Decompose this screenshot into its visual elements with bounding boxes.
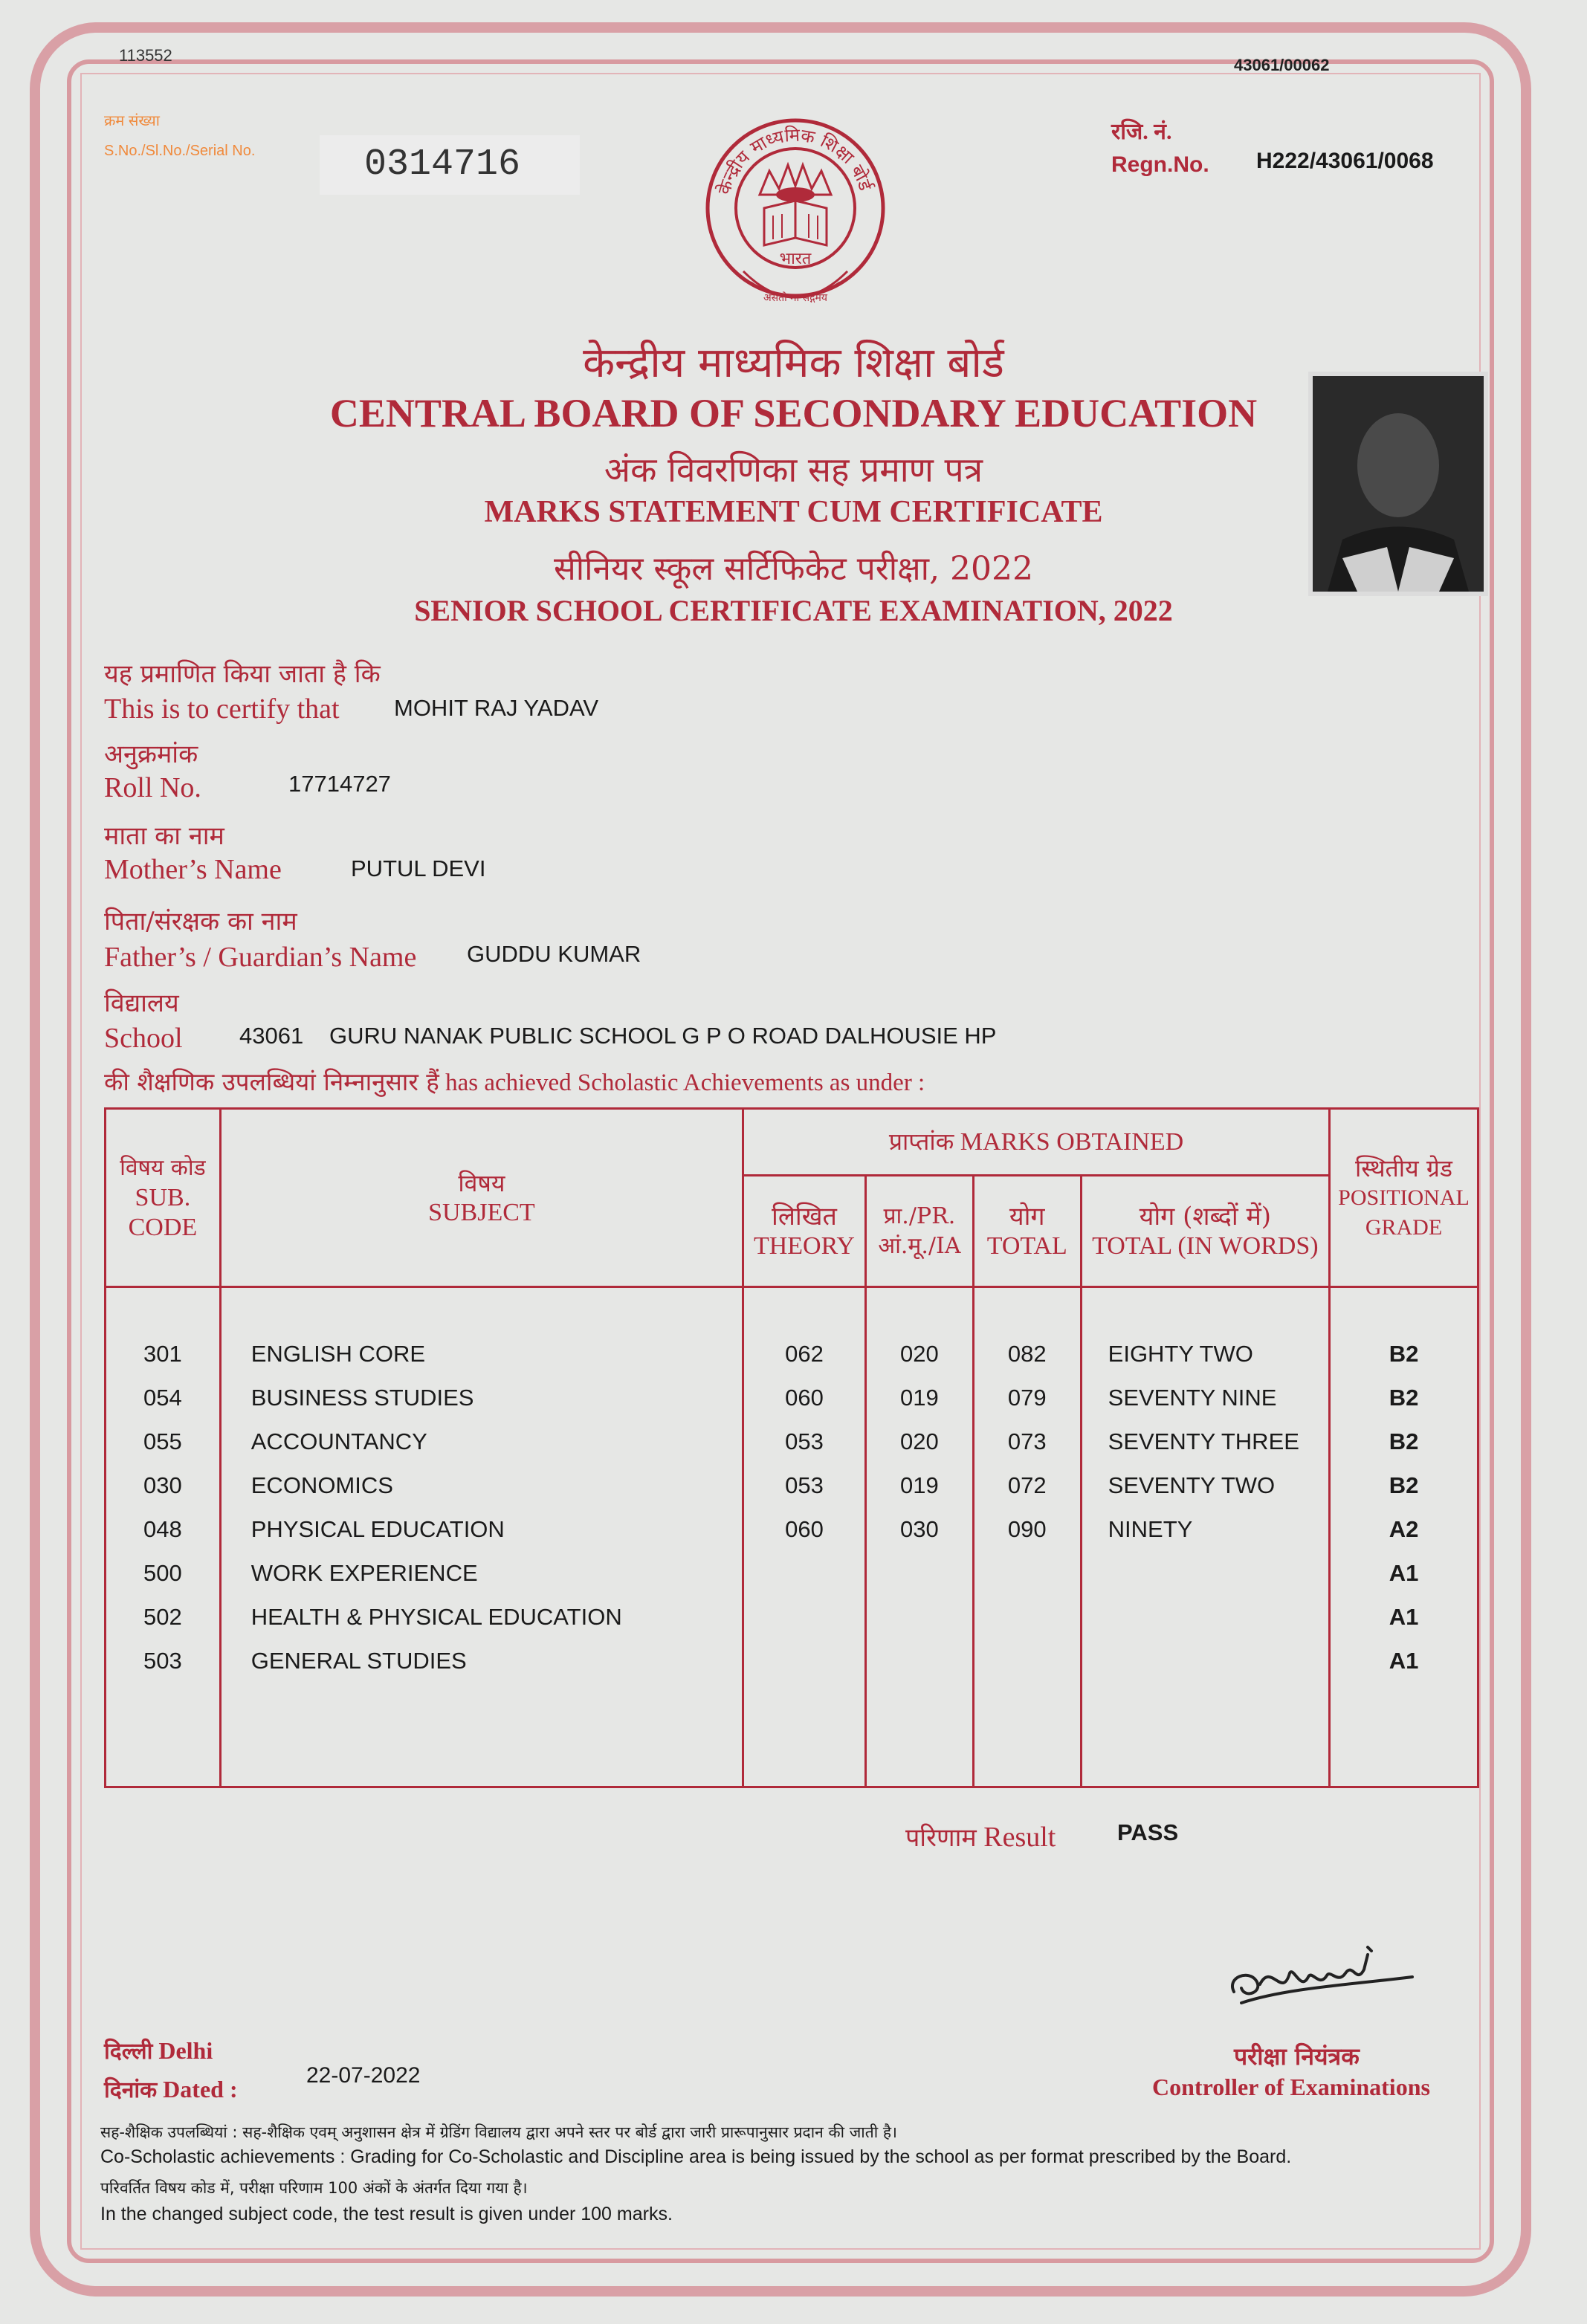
table-row [106, 1376, 1478, 1420]
cell-subject: BUSINESS STUDIES [220, 1376, 743, 1420]
achieved-hindi: की शैक्षणिक उपलब्धियां निम्नानुसार हैं [104, 1067, 439, 1096]
header-code: विषय कोड SUB. CODE [106, 1109, 221, 1287]
achieved-english: has achieved Scholastic Achievements as under : [445, 1069, 925, 1096]
header-subject: विषय SUBJECT [220, 1109, 743, 1287]
cell-words [1081, 1551, 1329, 1595]
mother-name: PUTUL DEVI [351, 855, 486, 881]
certificate-number: 0314716 [320, 135, 580, 195]
cell-total [973, 1639, 1081, 1683]
place-line: दिल्ली Delhi [104, 2037, 213, 2065]
cell-code: 048 [106, 1507, 221, 1551]
cell-total: 072 [973, 1463, 1081, 1507]
table-row [106, 1420, 1478, 1463]
school-label-hindi: विद्यालय [104, 988, 179, 1018]
cell-pr: 020 [865, 1332, 973, 1376]
cell-code: 301 [106, 1332, 221, 1376]
cell-theory [743, 1551, 866, 1595]
cell-theory: 060 [743, 1376, 866, 1420]
serial-top-left: 113552 [119, 46, 172, 65]
cell-code: 500 [106, 1551, 221, 1595]
title-hindi: केन्द्रीय माध्यमिक शिक्षा बोर्ड [583, 339, 1004, 387]
father-label-english: Father’s / Guardian’s Name [104, 942, 417, 973]
emblem-ring-text: केन्द्रीय माध्यमिक शिक्षा बोर्ड [714, 124, 876, 197]
table-row [106, 1463, 1478, 1507]
school-label-english: School [104, 1023, 183, 1054]
cell-theory: 062 [743, 1332, 866, 1376]
cell-code: 054 [106, 1376, 221, 1420]
student-photo [1308, 372, 1488, 596]
cell-words: NINETY [1081, 1507, 1329, 1551]
note-subject-code-english: In the changed subject code, the test result is given under 100 marks. [100, 2204, 673, 2224]
subtitle-english: MARKS STATEMENT CUM CERTIFICATE [484, 495, 1103, 529]
cell-grade: B2 [1330, 1376, 1478, 1420]
note-cosholastic-hindi: सह-शैक्षिक उपलब्धियां : सह-शैक्षिक एवम् अनुशासन क्षेत्र में ग्रेडिंग विद्यालय द्वारा अपने स्तर पर बोर्ड द्वारा जारी प्रारूपानुसार प्रदान की जाती है। [100, 2123, 897, 2141]
cell-code: 502 [106, 1595, 221, 1639]
header-practical: प्रा./PR. आं.मू./IA [865, 1176, 973, 1287]
table-row [106, 1551, 1478, 1595]
student-name: MOHIT RAJ YADAV [394, 695, 599, 721]
cell-words [1081, 1639, 1329, 1683]
cell-code: 055 [106, 1420, 221, 1463]
achieved-line [104, 1064, 925, 1098]
cbse-emblem-icon [699, 111, 892, 320]
exam-hindi: सीनियर स्कूल सर्टिफिकेट परीक्षा, 2022 [553, 550, 1034, 588]
issue-date: 22-07-2022 [306, 2063, 421, 2088]
cell-pr: 020 [865, 1420, 973, 1463]
table-row [106, 1595, 1478, 1639]
cell-code: 503 [106, 1639, 221, 1683]
cell-theory: 060 [743, 1507, 866, 1551]
cell-words: SEVENTY THREE [1081, 1420, 1329, 1463]
certify-label-english: This is to certify that [104, 693, 340, 725]
father-label-hindi: पिता/संरक्षक का नाम [104, 907, 297, 936]
cell-grade: B2 [1330, 1463, 1478, 1507]
cell-theory: 053 [743, 1463, 866, 1507]
table-row [106, 1507, 1478, 1551]
cell-words: SEVENTY TWO [1081, 1463, 1329, 1507]
header-total-words: योग (शब्दों में) TOTAL (IN WORDS) [1081, 1176, 1329, 1287]
header-marks-obtained: प्राप्तांक MARKS OBTAINED [743, 1109, 1330, 1176]
roll-number: 17714727 [288, 771, 391, 797]
cell-subject: GENERAL STUDIES [220, 1639, 743, 1683]
subtitle-hindi: अंक विवरणिका सह प्रमाण पत्र [604, 450, 983, 490]
cell-subject: ENGLISH CORE [220, 1332, 743, 1376]
cell-grade: B2 [1330, 1420, 1478, 1463]
dated-line: दिनांक Dated : [104, 2076, 238, 2103]
cell-words [1081, 1595, 1329, 1639]
mother-label-english: Mother’s Name [104, 854, 282, 885]
cell-theory [743, 1639, 866, 1683]
cell-grade: A1 [1330, 1639, 1478, 1683]
header-theory: लिखित THEORY [743, 1176, 866, 1287]
serial-label-english: S.No./Sl.No./Serial No. [104, 143, 256, 159]
exam-english: SENIOR SCHOOL CERTIFICATE EXAMINATION, 2022 [414, 594, 1173, 627]
emblem-motto: असतो मा सद्गमय [763, 292, 828, 304]
regn-label-hindi: रजि. नं. [1111, 120, 1172, 144]
controller-hindi: परीक्षा नियंत्रक [1234, 2042, 1360, 2071]
table-row [106, 1639, 1478, 1683]
cell-subject: PHYSICAL EDUCATION [220, 1507, 743, 1551]
result-label: परिणाम Result [905, 1822, 1056, 1853]
header-total: योग TOTAL [973, 1176, 1081, 1287]
cell-pr: 030 [865, 1507, 973, 1551]
mother-label-hindi: माता का नाम [104, 821, 224, 851]
regn-number: H222/43061/0068 [1256, 149, 1434, 173]
serial-top-right: 43061/00062 [1234, 56, 1330, 74]
marks-table [104, 1107, 1479, 1788]
cell-total: 079 [973, 1376, 1081, 1420]
cell-total: 090 [973, 1507, 1081, 1551]
father-name: GUDDU KUMAR [467, 941, 641, 967]
note-subject-code-hindi: परिवर्तित विषय कोड में, परीक्षा परिणाम 100 अंकों के अंतर्गत दिया गया है। [100, 2179, 528, 2197]
cell-grade: B2 [1330, 1332, 1478, 1376]
school-code: 43061 [239, 1023, 304, 1049]
title-english: CENTRAL BOARD OF SECONDARY EDUCATION [329, 391, 1258, 436]
cell-grade: A2 [1330, 1507, 1478, 1551]
cell-pr: 019 [865, 1463, 973, 1507]
cell-code: 030 [106, 1463, 221, 1507]
school-name: GURU NANAK PUBLIC SCHOOL G P O ROAD DALHOUSIE HP [329, 1023, 997, 1049]
cell-total [973, 1595, 1081, 1639]
cell-subject: ECONOMICS [220, 1463, 743, 1507]
emblem-country: भारत [779, 250, 812, 268]
cell-words: EIGHTY TWO [1081, 1332, 1329, 1376]
header-grade: स्थितीय ग्रेड POSITIONAL GRADE [1330, 1109, 1478, 1287]
result-value: PASS [1117, 1819, 1179, 1845]
certify-label-hindi: यह प्रमाणित किया जाता है कि [104, 659, 381, 689]
cell-pr [865, 1639, 973, 1683]
cell-subject: ACCOUNTANCY [220, 1420, 743, 1463]
controller-signature-icon [1219, 1932, 1427, 2022]
roll-label-hindi: अनुक्रमांक [104, 739, 198, 769]
cell-pr [865, 1595, 973, 1639]
note-coscholastic-english: Co-Scholastic achievements : Grading for Co-Scholastic and Discipline area is being issued by the school as per format prescribed by the Board. [100, 2146, 1292, 2167]
roll-label-english: Roll No. [104, 772, 201, 803]
cell-theory [743, 1595, 866, 1639]
table-filler-row [106, 1683, 1478, 1787]
cell-pr: 019 [865, 1376, 973, 1420]
cell-theory: 053 [743, 1420, 866, 1463]
serial-label-hindi: क्रम संख्या [104, 113, 160, 129]
cell-grade: A1 [1330, 1595, 1478, 1639]
cell-subject: HEALTH & PHYSICAL EDUCATION [220, 1595, 743, 1639]
cell-grade: A1 [1330, 1551, 1478, 1595]
controller-english: Controller of Examinations [1152, 2074, 1430, 2100]
cell-total: 073 [973, 1420, 1081, 1463]
cell-pr [865, 1551, 973, 1595]
table-row [106, 1332, 1478, 1376]
cell-subject: WORK EXPERIENCE [220, 1551, 743, 1595]
cell-total [973, 1551, 1081, 1595]
regn-label-english: Regn.No. [1111, 152, 1209, 177]
cell-total: 082 [973, 1332, 1081, 1376]
cell-words: SEVENTY NINE [1081, 1376, 1329, 1420]
